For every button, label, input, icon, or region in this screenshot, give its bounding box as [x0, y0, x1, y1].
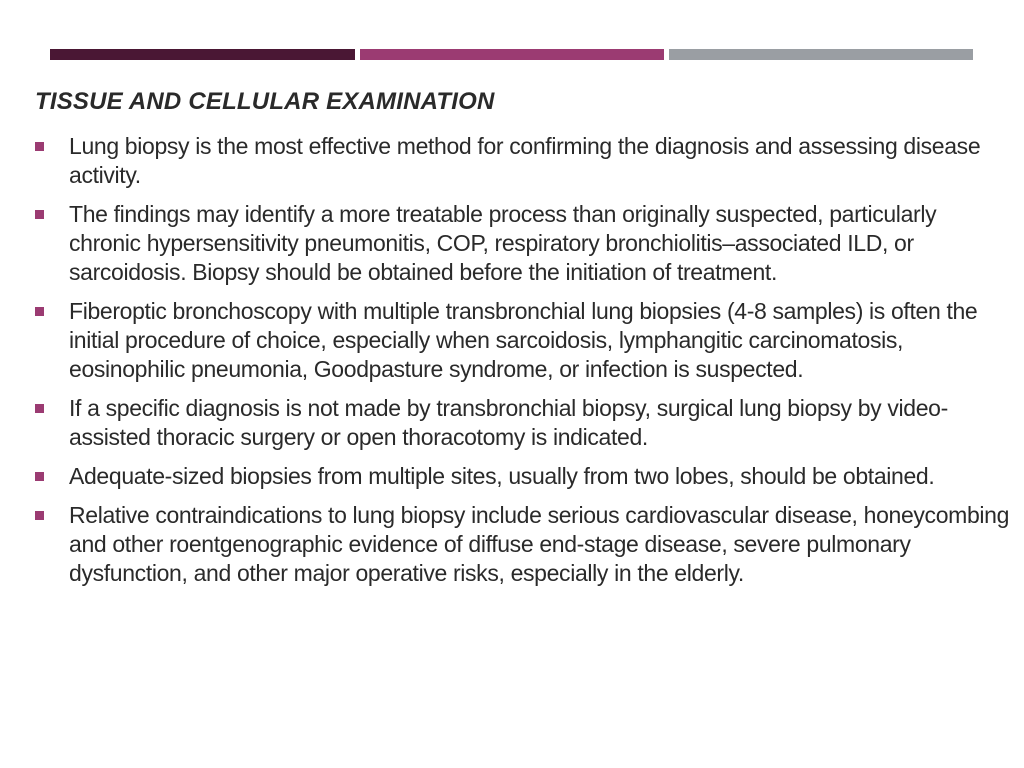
square-bullet-icon [35, 142, 44, 151]
square-bullet-icon [35, 210, 44, 219]
bullet-item [35, 462, 1010, 491]
bullet-text: If a specific diagnosis is not made by transbronchial biopsy, surgical lung biopsy by video-assisted thoracic surgery or open thoracotomy is indicated. [69, 395, 948, 450]
accent-bar-dark-plum [50, 49, 355, 60]
square-bullet-icon [35, 511, 44, 520]
bullet-item [35, 394, 1010, 452]
bullet-item [35, 132, 1010, 190]
bullet-text: Fiberoptic bronchoscopy with multiple transbronchial lung biopsies (4-8 samples) is often the initial procedure of choice, especially when sarcoidosis, lymphangitic carcinomatosis, eosinophilic pneumonia, Goodpasture syndrome, or infection is suspected. [69, 298, 978, 382]
bullet-item [35, 297, 1010, 384]
bullet-text: Relative contraindications to lung biopsy include serious cardiovascular disease, honeycombing and other roentgenographic evidence of diffuse end-stage disease, severe pulmonary dysfunction, and other major operative risks, especially in the elderly. [69, 502, 1010, 586]
bullet-list [35, 132, 1010, 598]
bullet-item [35, 200, 1010, 287]
bullet-text: The findings may identify a more treatable process than originally suspected, particularly chronic hypersensitivity pneumonitis, COP, respiratory bronchiolitis–associated ILD, or sarcoidosis. Biopsy should be obtained before the initiation of treatment. [69, 201, 937, 285]
bullet-item [35, 501, 1010, 588]
square-bullet-icon [35, 307, 44, 316]
square-bullet-icon [35, 472, 44, 481]
bullet-text: Adequate-sized biopsies from multiple sites, usually from two lobes, should be obtained. [69, 463, 935, 489]
bullet-text: Lung biopsy is the most effective method for confirming the diagnosis and assessing disease activity. [69, 133, 981, 188]
square-bullet-icon [35, 404, 44, 413]
slide-title: TISSUE AND CELLULAR EXAMINATION [35, 88, 495, 115]
accent-bar-gray [669, 49, 973, 60]
accent-bar-magenta [360, 49, 664, 60]
